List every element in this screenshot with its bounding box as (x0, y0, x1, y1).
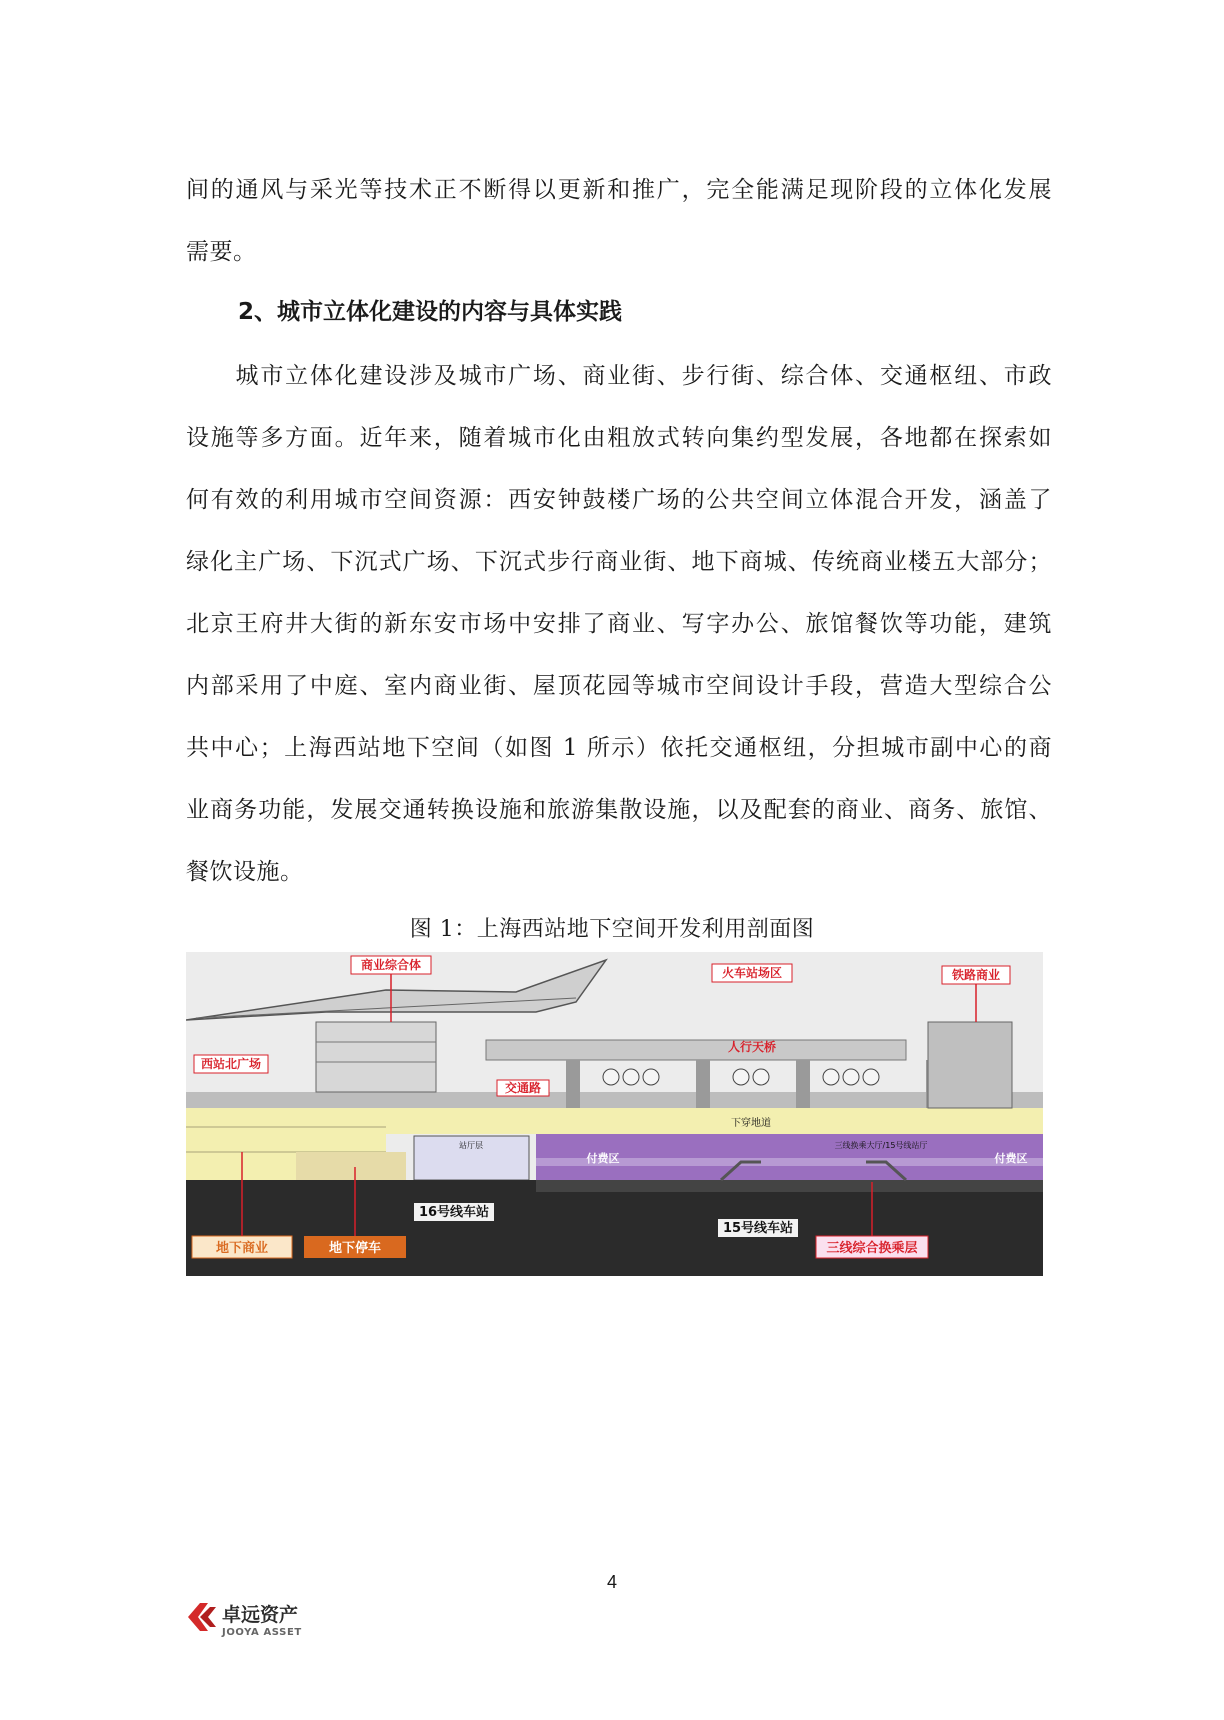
paragraph-line: 何有效的利用城市空间资源：西安钟鼓楼广场的公共空间立体混合开发，涵盖了 (186, 487, 1052, 513)
concourse-commerce-band (386, 1108, 1043, 1134)
label-railway-commerce: 铁路商业 (951, 968, 1001, 982)
ground-surface (186, 1092, 1043, 1108)
label-transfer-hall: 三线换乘大厅/15号线站厅 (834, 1141, 928, 1150)
figure-caption: 图 1：上海西站地下空间开发利用剖面图 (409, 917, 815, 942)
railway-commerce-building (928, 1022, 1012, 1108)
paragraph-line: 北京王府井大街的新东安市场中安排了商业、写字办公、旅馆餐饮等功能，建筑 (186, 611, 1052, 637)
paragraph-line: 餐饮设施。 (186, 859, 304, 885)
logo-name-cn: 卓远资产 (222, 1604, 299, 1626)
station-cross-section-diagram (186, 952, 1043, 1276)
paragraph-line: 间的通风与采光等技术正不断得以更新和推广，完全能满足现阶段的立体化发展 (186, 177, 1052, 203)
paragraph-line: 业商务功能，发展交通转换设施和旅游集散设施，以及配套的商业、商务、旅馆、 (186, 797, 1052, 823)
label-paid-area-right: 付费区 (994, 1152, 1028, 1165)
footbridge-deck (486, 1040, 906, 1060)
label-paid-area-left: 付费区 (586, 1152, 620, 1165)
label-north-plaza: 西站北广场 (200, 1057, 262, 1071)
label-footbridge: 人行天桥 (727, 1040, 777, 1054)
paragraph-line: 共中心；上海西站地下空间（如图 1 所示）依托交通枢纽，分担城市副中心的商 (186, 735, 1052, 761)
paragraph-line: 设施等多方面。近年来，随着城市化由粗放式转向集约型发展，各地都在探索如 (186, 425, 1052, 451)
label-traffic-road: 交通路 (504, 1081, 542, 1095)
paragraph-line: 需要。 (186, 239, 257, 265)
label-commercial-complex: 商业综合体 (360, 958, 422, 972)
label-transfer-level: 三线综合换乘层 (826, 1241, 918, 1256)
label-small-hall: 站厅层 (459, 1141, 483, 1150)
label-line16-station: 16号线车站 (418, 1205, 490, 1220)
parking-area (296, 1152, 406, 1180)
label-underground-commerce: 地下商业 (215, 1241, 269, 1256)
paragraph-line: 内部采用了中庭、室内商业街、屋顶花园等城市空间设计手段，营造大型综合公 (186, 673, 1052, 699)
logo-name-en: JOOYA ASSET (222, 1627, 302, 1638)
label-station-area: 火车站场区 (721, 966, 783, 980)
section-heading: 2、城市立体化建设的内容与具体实践 (238, 299, 623, 325)
label-line15-station: 15号线车站 (722, 1221, 794, 1236)
deep-ground (186, 1180, 1043, 1276)
company-logo (186, 1597, 336, 1639)
commercial-complex-building (316, 1022, 436, 1092)
paragraph-1 (186, 159, 1052, 283)
paragraph-2 (186, 345, 1052, 903)
label-underground-parking: 地下停车 (328, 1241, 382, 1256)
page-number: 4 (606, 1572, 617, 1592)
paragraph-line: 绿化主广场、下沉式广场、下沉式步行商业街、地下商城、传统商业楼五大部分； (186, 549, 1052, 575)
paragraph-line: 城市立体化建设涉及城市广场、商业街、步行街、综合体、交通枢纽、市政 (186, 363, 1052, 389)
label-underpass: 下穿地道 (731, 1118, 771, 1129)
